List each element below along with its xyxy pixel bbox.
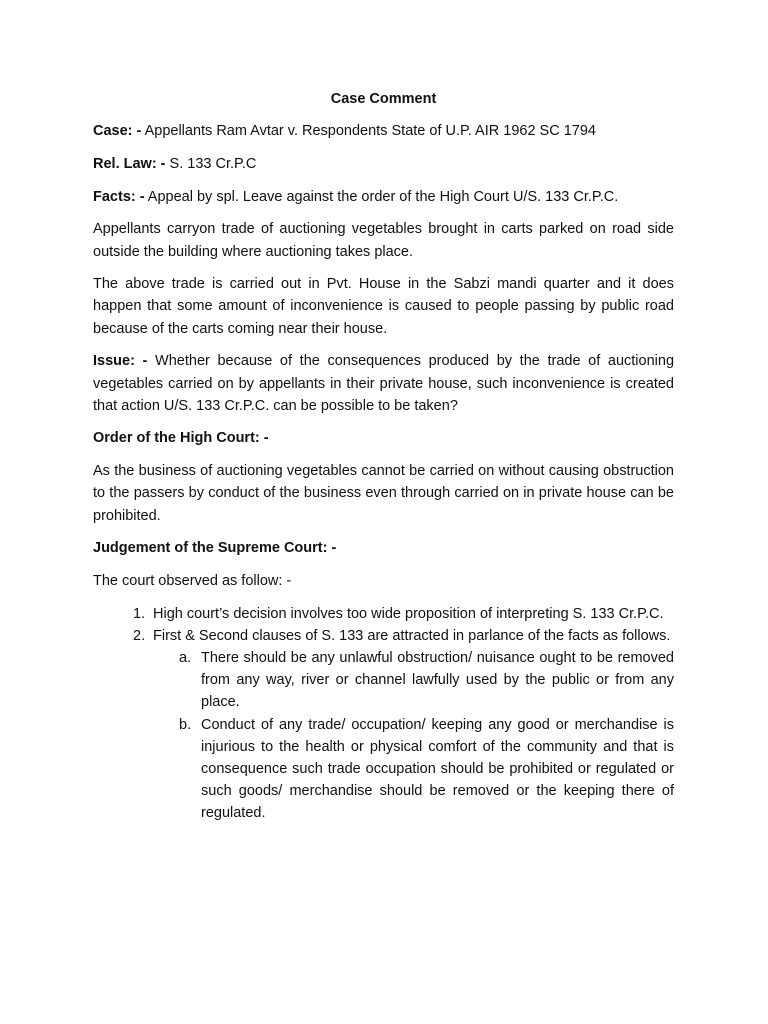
facts-paragraph-1: Appellants carryon trade of auctioning vegetables brought in carts parked on road side outside the building where auctioning takes place. <box>93 221 674 260</box>
rel-law-label: Rel. Law: - <box>93 155 166 172</box>
list-item-text: High court’s decision involves too wide proposition of interpreting S. 133 Cr.P.C. <box>153 605 664 622</box>
issue-paragraph <box>93 350 674 417</box>
case-text: Appellants Ram Avtar v. Respondents State of U.P. AIR 1962 SC 1794 <box>141 123 596 140</box>
list-marker: 1. <box>133 605 146 622</box>
facts-paragraph-2: The above trade is carried out in Pvt. House in the Sabzi mandi quarter and it does happen that some amount of inconvenience is caused to people passing by public road because of the carts coming near their house. <box>93 276 674 337</box>
sublist-item <box>153 714 674 825</box>
list-item-text: First & Second clauses of S. 133 are attracted in parlance of the facts as follows. <box>153 627 671 644</box>
facts-label: Facts: - <box>93 188 145 205</box>
issue-text: Whether because of the consequences produced by the trade of auctioning vegetables carried on by appellants in their private house, such inconvenience is created that action U/S. 133 Cr.P.C. can be possible to be taken? <box>93 353 675 414</box>
case-paragraph <box>93 120 674 142</box>
list-item <box>93 603 674 625</box>
supreme-court-intro: The court observed as follow: - <box>93 572 292 589</box>
document-page <box>93 88 674 825</box>
sublist-item-text: There should be any unlawful obstruction/ nuisance ought to be removed from any way, river or channel lawfully used by the public or from any place. <box>201 650 674 711</box>
issue-label: Issue: - <box>93 353 148 370</box>
document-title: Case Comment <box>330 91 437 107</box>
facts-paragraph <box>93 186 674 208</box>
high-court-heading: Order of the High Court: - <box>93 430 269 447</box>
supreme-court-heading: Judgement of the Supreme Court: - <box>93 540 337 557</box>
sublist-item-text: Conduct of any trade/ occupation/ keeping any good or merchandise is injurious to the health or physical comfort of the community and that is consequence such trade occupation should be prohibited or regulated or such goods/ merchandise should be removed or the keeping there of regulated. <box>201 716 674 822</box>
sublist-marker: b. <box>179 716 192 733</box>
list-marker: 2. <box>133 627 146 644</box>
facts-text: Appeal by spl. Leave against the order of the High Court U/S. 133 Cr.P.C. <box>144 188 619 205</box>
case-label: Case: - <box>93 123 142 140</box>
high-court-paragraph: As the business of auctioning vegetables cannot be carried on without causing obstruction to the passers by conduct of the business even through carried on in private house can be prohibited. <box>93 463 674 524</box>
sublist-item <box>153 647 674 714</box>
list-item <box>93 625 674 825</box>
rel-law-paragraph <box>93 153 674 175</box>
sublist-marker: a. <box>179 650 192 667</box>
clauses-sublist <box>153 647 674 825</box>
observations-list <box>93 603 674 825</box>
rel-law-text: S. 133 Cr.P.C <box>165 155 257 172</box>
